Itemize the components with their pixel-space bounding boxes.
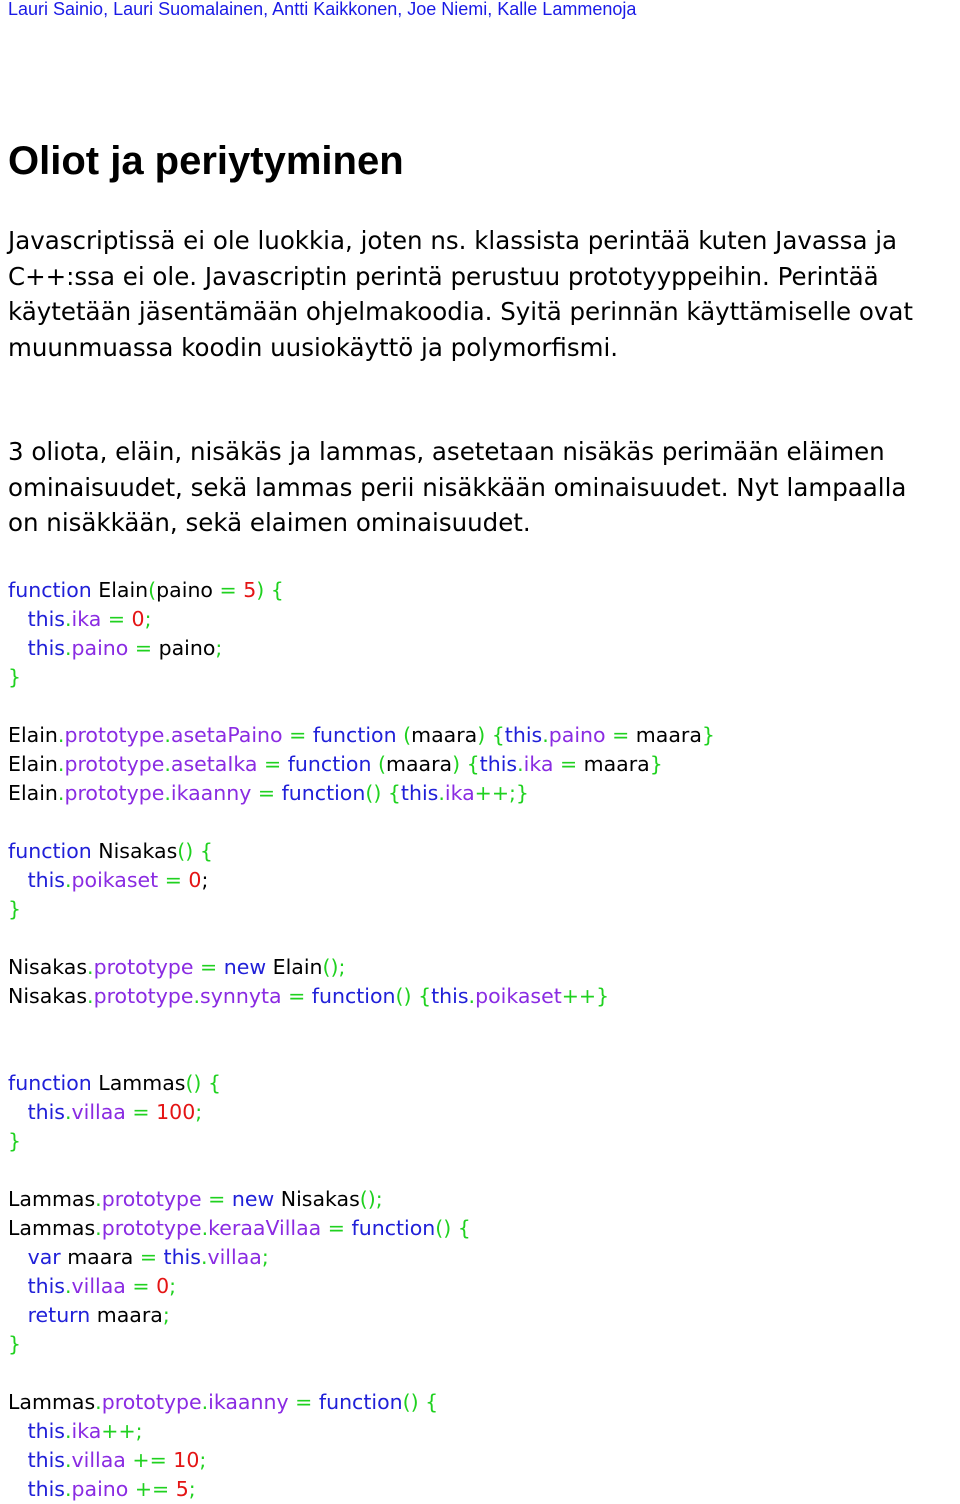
code-token: { bbox=[466, 752, 480, 776]
code-line bbox=[8, 721, 715, 750]
code-token: ( bbox=[403, 723, 412, 747]
code-token: this bbox=[163, 1245, 201, 1269]
code-token: = bbox=[612, 723, 630, 747]
code-token: asetaIka bbox=[170, 752, 258, 776]
authors-header: Lauri Sainio, Lauri Suomalainen, Antti Kaikkonen, Joe Niemi, Kalle Lammenoja bbox=[8, 0, 637, 19]
paragraph-line: 3 oliota, eläin, nisäkäs ja lammas, asetetaan nisäkäs perimään eläimen bbox=[8, 437, 885, 466]
code-token: Nisakas bbox=[274, 1187, 360, 1211]
code-token: prototype bbox=[101, 1187, 202, 1211]
code-token: maara bbox=[386, 752, 453, 776]
code-token: Nisakas bbox=[8, 955, 88, 979]
code-token bbox=[8, 1100, 28, 1124]
code-token: ; bbox=[195, 1100, 203, 1124]
code-token: += bbox=[132, 1448, 167, 1472]
section-title: Oliot ja periytyminen bbox=[8, 139, 404, 183]
code-line bbox=[8, 576, 715, 605]
code-token: ) bbox=[256, 578, 265, 602]
code-token bbox=[8, 1245, 28, 1269]
code-token: = bbox=[295, 1390, 313, 1414]
code-token: prototype bbox=[101, 1390, 202, 1414]
code-token: . bbox=[517, 752, 524, 776]
code-token: = bbox=[264, 752, 282, 776]
code-token: 0 bbox=[156, 1274, 170, 1298]
code-token: var bbox=[27, 1245, 61, 1269]
code-line bbox=[8, 750, 715, 779]
code-line bbox=[8, 837, 715, 866]
code-token: . bbox=[164, 781, 171, 805]
code-token: { bbox=[207, 1071, 222, 1095]
code-line bbox=[8, 924, 715, 953]
code-token: ; bbox=[188, 1477, 196, 1501]
code-line bbox=[8, 1069, 715, 1098]
code-token: this bbox=[27, 1448, 65, 1472]
code-token: villaa bbox=[71, 1100, 126, 1124]
code-token: maara bbox=[629, 723, 702, 747]
code-token: = bbox=[288, 984, 306, 1008]
code-token: Nisakas bbox=[8, 984, 88, 1008]
code-token: = bbox=[257, 781, 276, 805]
code-token: { bbox=[387, 781, 401, 805]
code-token: { bbox=[418, 984, 432, 1008]
code-token: . bbox=[64, 636, 72, 660]
code-token: . bbox=[542, 723, 549, 747]
code-token: = bbox=[200, 955, 218, 979]
code-token: ++} bbox=[561, 984, 610, 1008]
code-line bbox=[8, 1156, 715, 1185]
code-token: asetaPaino bbox=[170, 723, 283, 747]
code-token: += bbox=[134, 1477, 170, 1501]
code-token: this bbox=[27, 1477, 65, 1501]
code-token: () bbox=[395, 984, 412, 1008]
code-token: . bbox=[64, 1448, 72, 1472]
code-token: = bbox=[132, 1100, 150, 1124]
code-token: Elain bbox=[266, 955, 323, 979]
code-line bbox=[8, 1446, 715, 1475]
code-token: { bbox=[425, 1390, 439, 1414]
code-token: Lammas bbox=[8, 1187, 96, 1211]
code-token: { bbox=[199, 839, 213, 863]
code-token: poikaset bbox=[71, 868, 159, 892]
code-token: prototype bbox=[64, 723, 165, 747]
code-token bbox=[8, 1419, 28, 1443]
code-token: Elain bbox=[8, 752, 58, 776]
code-token: . bbox=[193, 984, 201, 1008]
code-token: this bbox=[479, 752, 518, 776]
code-token: } bbox=[649, 752, 663, 776]
code-token: this bbox=[27, 1100, 65, 1124]
code-token: prototype bbox=[64, 781, 165, 805]
code-token: (); bbox=[322, 955, 346, 979]
code-line bbox=[8, 1272, 715, 1301]
code-token: ++;} bbox=[474, 781, 529, 805]
code-line bbox=[8, 1301, 715, 1330]
code-token: { bbox=[491, 723, 505, 747]
code-token: 100 bbox=[156, 1100, 196, 1124]
code-line bbox=[8, 982, 715, 1011]
code-token: this bbox=[27, 868, 65, 892]
code-token: function bbox=[281, 781, 366, 805]
code-token: this bbox=[27, 1419, 65, 1443]
code-token: Lammas bbox=[8, 1216, 96, 1240]
code-token: . bbox=[95, 1187, 102, 1211]
code-token: paino bbox=[71, 1477, 129, 1501]
code-token: . bbox=[164, 752, 171, 776]
code-token: 5 bbox=[243, 578, 257, 602]
code-token: 0 bbox=[131, 607, 145, 631]
code-token: . bbox=[64, 607, 72, 631]
code-token: } bbox=[8, 1332, 22, 1356]
code-token: . bbox=[64, 1274, 72, 1298]
code-token: prototype bbox=[93, 984, 194, 1008]
code-token: = bbox=[559, 752, 578, 776]
code-line bbox=[8, 1127, 715, 1156]
code-line bbox=[8, 895, 715, 924]
code-token: ika bbox=[444, 781, 475, 805]
code-token: return bbox=[27, 1303, 91, 1327]
code-token: . bbox=[57, 752, 65, 776]
paragraph-line: käytetään jäsentämään ohjelmakoodia. Syitä perinnän käyttämiselle ovat bbox=[8, 297, 913, 326]
code-token: . bbox=[64, 1477, 72, 1501]
code-token: function bbox=[8, 1071, 92, 1095]
code-token: = bbox=[164, 868, 182, 892]
code-line bbox=[8, 663, 715, 692]
code-token: () bbox=[177, 839, 194, 863]
code-token: = bbox=[327, 1216, 345, 1240]
code-token: paino bbox=[71, 636, 129, 660]
code-token: ikaanny bbox=[208, 1390, 289, 1414]
code-token: 5 bbox=[175, 1477, 189, 1501]
code-token: = bbox=[289, 723, 307, 747]
code-token: maara bbox=[577, 752, 650, 776]
code-token: } bbox=[8, 897, 22, 921]
code-token: = bbox=[134, 636, 153, 660]
paragraph-line: Javascriptissä ei ole luokkia, joten ns. klassista perintää kuten Javassa ja bbox=[8, 226, 898, 255]
code-token: ika bbox=[71, 1419, 102, 1443]
code-token: this bbox=[504, 723, 543, 747]
code-token: () bbox=[435, 1216, 452, 1240]
code-line bbox=[8, 1243, 715, 1272]
code-token: ++; bbox=[101, 1419, 143, 1443]
code-line bbox=[8, 1011, 715, 1040]
code-token: . bbox=[57, 781, 65, 805]
paragraph-line: on nisäkkään, sekä elaimen ominaisuudet. bbox=[8, 508, 531, 537]
code-token: paino bbox=[152, 636, 216, 660]
code-token: this bbox=[431, 984, 469, 1008]
code-token: } bbox=[8, 1129, 22, 1153]
code-token: Nisakas bbox=[91, 839, 178, 863]
code-token: this bbox=[27, 636, 65, 660]
code-token: . bbox=[87, 955, 94, 979]
code-token bbox=[8, 1274, 28, 1298]
code-token: { bbox=[457, 1216, 471, 1240]
code-token: Lammas bbox=[8, 1390, 96, 1414]
code-token: poikaset bbox=[475, 984, 562, 1008]
code-token: function bbox=[318, 1390, 403, 1414]
code-token: ( bbox=[378, 752, 386, 776]
code-token: function bbox=[312, 723, 397, 747]
code-token: function bbox=[287, 752, 372, 776]
code-token: } bbox=[8, 665, 22, 689]
code-token: ; bbox=[162, 1303, 170, 1327]
code-token: ; bbox=[144, 607, 152, 631]
code-token: this bbox=[27, 607, 65, 631]
code-token: function bbox=[311, 984, 396, 1008]
example-paragraph bbox=[8, 434, 906, 541]
code-token: function bbox=[8, 839, 92, 863]
code-line bbox=[8, 605, 715, 634]
code-token: ; bbox=[215, 636, 223, 660]
code-line bbox=[8, 1214, 715, 1243]
code-line bbox=[8, 779, 715, 808]
code-token: { bbox=[270, 578, 284, 602]
code-token: this bbox=[27, 1274, 65, 1298]
code-token: . bbox=[164, 723, 171, 747]
code-token: . bbox=[200, 1245, 208, 1269]
code-line bbox=[8, 1040, 715, 1069]
code-line bbox=[8, 1330, 715, 1359]
code-token bbox=[8, 868, 28, 892]
code-token: . bbox=[95, 1216, 102, 1240]
code-token: this bbox=[400, 781, 439, 805]
code-line bbox=[8, 808, 715, 837]
code-token: ; bbox=[261, 1245, 269, 1269]
code-token bbox=[8, 1448, 28, 1472]
code-token: () bbox=[402, 1390, 419, 1414]
code-token: new bbox=[223, 955, 267, 979]
code-token: maara bbox=[60, 1245, 140, 1269]
code-token: villaa bbox=[207, 1245, 262, 1269]
code-token: ) bbox=[452, 752, 461, 776]
code-token: () bbox=[365, 781, 382, 805]
code-token: . bbox=[64, 868, 72, 892]
code-line bbox=[8, 634, 715, 663]
code-token: . bbox=[95, 1390, 102, 1414]
code-token: prototype bbox=[64, 752, 165, 776]
code-token: ; bbox=[169, 1274, 177, 1298]
code-token: ( bbox=[148, 578, 157, 602]
code-token: . bbox=[57, 723, 65, 747]
code-token: ; bbox=[199, 1448, 207, 1472]
code-token: = bbox=[219, 578, 237, 602]
code-token: = bbox=[208, 1187, 226, 1211]
code-token: (); bbox=[359, 1187, 383, 1211]
code-token: = bbox=[107, 607, 126, 631]
paragraph-line: C++:ssa ei ole. Javascriptin perintä perustuu prototyyppeihin. Perintää bbox=[8, 261, 879, 291]
code-token: 0 bbox=[188, 868, 202, 892]
code-line bbox=[8, 1388, 715, 1417]
code-token: Elain bbox=[8, 723, 58, 747]
code-token: . bbox=[438, 781, 445, 805]
code-token: paino bbox=[156, 578, 220, 602]
intro-paragraph bbox=[8, 223, 913, 365]
code-token: Elain bbox=[8, 781, 58, 805]
code-token: function bbox=[351, 1216, 436, 1240]
code-token: () bbox=[185, 1071, 202, 1095]
code-token bbox=[8, 1477, 28, 1501]
code-token: } bbox=[701, 723, 715, 747]
code-line bbox=[8, 1359, 715, 1388]
code-token: function bbox=[8, 578, 92, 602]
paragraph-line: muunmuassa koodin uusiokäyttö ja polymorfismi. bbox=[8, 332, 619, 362]
code-token: maara bbox=[411, 723, 478, 747]
code-line bbox=[8, 1475, 715, 1504]
code-token: ika bbox=[71, 607, 102, 631]
paragraph-line: ominaisuudet, sekä lammas perii nisäkkään ominaisuudet. Nyt lampaalla bbox=[8, 472, 907, 502]
code-block bbox=[8, 576, 715, 1504]
code-token: . bbox=[201, 1390, 209, 1414]
code-token: paino bbox=[548, 723, 606, 747]
code-token: new bbox=[231, 1187, 275, 1211]
code-line bbox=[8, 1417, 715, 1446]
code-token: . bbox=[64, 1419, 72, 1443]
code-token: ika bbox=[523, 752, 554, 776]
code-token: = bbox=[139, 1245, 157, 1269]
code-line bbox=[8, 692, 715, 721]
code-token: Lammas bbox=[91, 1071, 186, 1095]
code-token: villaa bbox=[71, 1274, 126, 1298]
code-line bbox=[8, 953, 715, 982]
code-token: . bbox=[64, 1100, 72, 1124]
code-token: ) bbox=[477, 723, 486, 747]
code-token: synnyta bbox=[200, 984, 282, 1008]
code-token: villaa bbox=[71, 1448, 126, 1472]
code-token bbox=[8, 1303, 28, 1327]
code-line bbox=[8, 1185, 715, 1214]
code-token: = bbox=[132, 1274, 150, 1298]
code-token bbox=[8, 636, 28, 660]
code-token: . bbox=[201, 1216, 209, 1240]
code-token: 10 bbox=[173, 1448, 200, 1472]
code-token: maara bbox=[90, 1303, 163, 1327]
code-token: prototype bbox=[93, 955, 194, 979]
code-token: . bbox=[468, 984, 476, 1008]
code-token: . bbox=[87, 984, 94, 1008]
code-line bbox=[8, 1098, 715, 1127]
code-token: keraaVillaa bbox=[208, 1216, 322, 1240]
code-token: ; bbox=[201, 868, 209, 892]
code-line bbox=[8, 866, 715, 895]
code-token: ikaanny bbox=[170, 781, 252, 805]
code-token: Elain bbox=[91, 578, 149, 602]
code-token bbox=[8, 607, 28, 631]
code-token: prototype bbox=[101, 1216, 202, 1240]
